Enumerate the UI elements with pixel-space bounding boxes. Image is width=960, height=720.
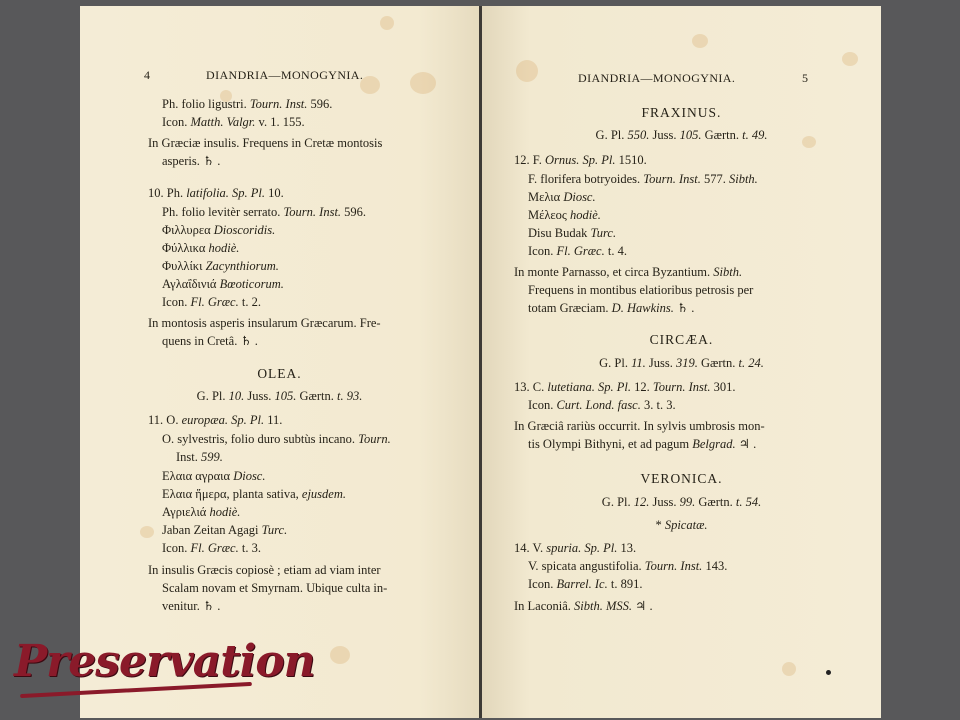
right-page-line xyxy=(528,398,676,412)
text-fragment: Tourn. xyxy=(358,432,391,446)
right-page-line xyxy=(528,577,642,591)
left-page-line xyxy=(162,469,265,483)
text-fragment: Ph. folio levitèr serrato. xyxy=(162,205,284,219)
left-page xyxy=(80,6,479,718)
text-fragment: ejusdem. xyxy=(301,487,346,501)
book-spread xyxy=(80,6,881,718)
watermark-text: Preservation xyxy=(14,636,315,687)
right-page xyxy=(482,6,881,718)
text-fragment: tis Olympi Bithyni, et ad pagum xyxy=(528,437,693,451)
running-head-left: DIANDRIA—MONOGYNIA. xyxy=(206,68,364,82)
right-page-line xyxy=(482,333,881,347)
text-fragment: asperis. ♄ . xyxy=(162,154,221,168)
text-fragment: Sp. Pl. xyxy=(231,413,265,427)
text-fragment: Belgrad. xyxy=(692,437,736,451)
text-fragment: t. 24. xyxy=(735,356,764,370)
right-page-line xyxy=(514,380,735,394)
text-fragment: Scalam novam et Smyrnam. Ubique culta in- xyxy=(162,581,388,595)
text-fragment: In Græciæ insulis. Frequens in Cretæ montosis xyxy=(148,136,383,150)
right-page-line xyxy=(528,437,756,451)
text-fragment: 550. xyxy=(624,128,653,142)
text-fragment: Icon. xyxy=(162,115,191,129)
left-page-line xyxy=(148,186,284,200)
page-number-left: 4 xyxy=(144,68,151,82)
text-fragment: 10. xyxy=(265,186,284,200)
left-page-line xyxy=(148,413,282,427)
text-fragment: Zacynthiorum. xyxy=(205,259,279,273)
left-page-line xyxy=(162,205,366,219)
text-fragment: 11. xyxy=(627,356,649,370)
text-fragment: OLEA. xyxy=(257,366,302,381)
text-fragment: Gærtn. xyxy=(704,128,739,142)
text-fragment: Sp. Pl. xyxy=(584,541,618,555)
text-fragment: Sp. Pl. xyxy=(232,186,266,200)
text-fragment: Icon. xyxy=(528,398,557,412)
right-page-line xyxy=(482,106,881,120)
text-fragment: Juss. xyxy=(652,495,677,509)
text-fragment: Φύλλικα xyxy=(162,241,209,255)
text-fragment: 14. V. xyxy=(514,541,547,555)
left-page-line xyxy=(162,259,279,273)
text-fragment: Μέλεος xyxy=(528,208,570,222)
text-fragment: Ph. folio ligustri. xyxy=(162,97,250,111)
text-fragment: Ornus. xyxy=(544,153,580,167)
right-page-line xyxy=(528,208,601,222)
text-fragment: Φυλλίκι xyxy=(162,259,206,273)
right-page-line xyxy=(528,172,758,186)
text-fragment: Αγριελιά xyxy=(162,505,210,519)
text-fragment: 12. xyxy=(630,495,653,509)
text-fragment: V. spicata angustifolia. xyxy=(528,559,645,573)
text-fragment: FRAXINUS. xyxy=(641,105,722,120)
left-page-line xyxy=(162,581,387,595)
text-fragment: G. Pl. xyxy=(601,495,631,509)
text-fragment: latifolia. xyxy=(186,186,229,200)
text-fragment: ♄ . xyxy=(673,301,695,315)
text-fragment: Juss. xyxy=(247,389,272,403)
left-page-line xyxy=(162,97,332,111)
text-fragment: CIRCÆA. xyxy=(649,332,714,347)
text-fragment: 1510. xyxy=(615,153,647,167)
text-fragment: hodiè. xyxy=(208,241,240,255)
right-page-line xyxy=(528,190,596,204)
text-fragment: 13. C. xyxy=(514,380,548,394)
text-fragment: Gærtn. xyxy=(701,356,736,370)
text-fragment: Ελαια ἥμερα, planta sativa, xyxy=(162,487,302,501)
text-fragment: 12. xyxy=(631,380,653,394)
right-page-line xyxy=(528,283,753,297)
text-fragment: Icon. xyxy=(162,295,191,309)
text-fragment: In insulis Græcis copiosè ; etiam ad viam inter xyxy=(148,563,381,577)
left-page-line xyxy=(148,563,381,577)
left-page-line xyxy=(162,505,240,519)
left-page-line xyxy=(148,316,381,330)
text-fragment: 301. xyxy=(710,380,736,394)
right-page-line xyxy=(482,356,881,370)
text-fragment: Tourn. Inst. xyxy=(643,172,701,186)
scan-speck xyxy=(826,670,831,675)
text-fragment: In Græciâ rariùs occurrit. In sylvis umbrosis mon- xyxy=(514,419,765,433)
text-fragment: Curt. Lond. fasc. xyxy=(556,398,641,412)
text-fragment: t. 49. xyxy=(738,128,768,142)
text-fragment: 10. Ph. xyxy=(148,186,187,200)
text-fragment: Tourn. Inst. xyxy=(652,380,711,394)
text-fragment: Sibth. MSS. xyxy=(574,599,633,613)
text-fragment: t. 891. xyxy=(607,577,643,591)
text-fragment: 99. xyxy=(676,495,699,509)
text-fragment: Tourn. Inst. xyxy=(644,559,703,573)
left-page-line xyxy=(162,432,391,446)
text-fragment: Diosc. xyxy=(563,190,596,204)
text-fragment: Icon. xyxy=(162,541,191,555)
text-fragment: 599. xyxy=(197,450,223,464)
text-fragment: t. 2. xyxy=(238,295,261,309)
left-page-line xyxy=(148,136,382,150)
text-fragment: v. 1. 155. xyxy=(255,115,305,129)
text-fragment: Disu Budak xyxy=(528,226,591,240)
text-fragment: Fl. Græc. xyxy=(190,295,239,309)
text-fragment: quens in Cretâ. ♄ . xyxy=(162,334,258,348)
right-page-line xyxy=(528,244,627,258)
text-fragment: Diosc. xyxy=(233,469,266,483)
text-fragment: Fl. Græc. xyxy=(190,541,239,555)
left-page-line xyxy=(162,295,261,309)
left-page-line xyxy=(80,367,479,381)
right-page-line xyxy=(514,265,742,279)
text-fragment: Ελαια αγραια xyxy=(162,469,234,483)
text-fragment: 11. O. xyxy=(148,413,182,427)
right-page-line xyxy=(514,153,647,167)
text-fragment: Jaban Zeitan Agagi xyxy=(162,523,262,537)
text-fragment: Gærtn. xyxy=(299,389,334,403)
text-fragment: Spicatæ. xyxy=(664,518,708,532)
text-fragment: Sibth. xyxy=(713,265,743,279)
text-fragment: Inst. xyxy=(176,450,198,464)
right-page-line xyxy=(482,518,881,532)
text-fragment: G. Pl. xyxy=(595,128,625,142)
text-fragment: europæa. xyxy=(181,413,228,427)
text-fragment: Turc. xyxy=(261,523,288,537)
right-page-line xyxy=(528,559,727,573)
text-fragment: Juss. xyxy=(648,356,673,370)
text-fragment: Juss. xyxy=(652,128,677,142)
right-page-line xyxy=(514,599,653,613)
text-fragment: Frequens in montibus elatioribus petrosis per xyxy=(528,283,754,297)
text-fragment: Barrel. Ic. xyxy=(556,577,608,591)
right-page-line xyxy=(528,226,616,240)
left-page-line xyxy=(162,487,346,501)
left-page-line xyxy=(162,241,239,255)
text-fragment: 13. xyxy=(617,541,637,555)
text-fragment: In Laconiâ. xyxy=(514,599,575,613)
text-fragment: t. 4. xyxy=(604,244,627,258)
text-fragment: hodiè. xyxy=(570,208,601,222)
preservation-logo xyxy=(12,636,315,700)
left-page-line xyxy=(162,154,220,168)
text-fragment: In montosis asperis insularum Græcarum. Fre- xyxy=(148,316,381,330)
left-page-line xyxy=(162,599,220,613)
text-fragment: * xyxy=(655,518,665,532)
text-fragment: Sp. Pl. xyxy=(582,153,616,167)
left-page-line xyxy=(162,223,275,237)
left-page-line xyxy=(162,115,305,129)
text-fragment: Sibth. xyxy=(728,172,758,186)
text-fragment: 105. xyxy=(271,389,300,403)
text-fragment: Tourn. Inst. xyxy=(249,97,308,111)
right-page-line xyxy=(514,419,765,433)
page-number-right: 5 xyxy=(802,71,809,85)
text-fragment: 12. F. xyxy=(514,153,545,167)
text-fragment: 3. t. 3. xyxy=(640,398,676,412)
left-page-line xyxy=(176,450,223,464)
left-page-line xyxy=(162,541,261,555)
text-fragment: t. 54. xyxy=(732,495,762,509)
text-fragment: t. 93. xyxy=(333,389,363,403)
text-fragment: Dioscoridis. xyxy=(213,223,276,237)
text-fragment: Αγλαΐδινιά xyxy=(162,277,220,291)
text-fragment: VERONICA. xyxy=(640,471,723,486)
left-page-line xyxy=(162,277,284,291)
text-fragment: spuria. xyxy=(546,541,582,555)
left-page-line xyxy=(80,389,479,403)
text-fragment: 143. xyxy=(702,559,728,573)
text-fragment: totam Græciam. xyxy=(528,301,612,315)
right-page-line xyxy=(482,128,881,142)
text-fragment: Fl. Græc. xyxy=(556,244,605,258)
text-fragment: Turc. xyxy=(590,226,617,240)
text-fragment: Icon. xyxy=(528,244,557,258)
text-fragment: ♃ . xyxy=(632,599,653,613)
text-fragment: 319. xyxy=(672,356,701,370)
text-fragment: Bœoticorum. xyxy=(219,277,284,291)
text-fragment: Μελια xyxy=(528,190,564,204)
text-fragment: t. 3. xyxy=(238,541,261,555)
text-fragment: G. Pl. xyxy=(599,356,628,370)
left-page-line xyxy=(162,523,287,537)
text-fragment: Gærtn. xyxy=(698,495,733,509)
left-page-line xyxy=(162,334,258,348)
text-fragment: Icon. xyxy=(528,577,557,591)
text-fragment: 577. xyxy=(700,172,729,186)
running-head-right: DIANDRIA—MONOGYNIA. xyxy=(578,71,736,85)
text-fragment: Φιλλυρεα xyxy=(162,223,214,237)
text-fragment: 596. xyxy=(341,205,367,219)
right-page-line xyxy=(482,495,881,509)
text-fragment: 11. xyxy=(264,413,283,427)
text-fragment: ♃ . xyxy=(735,437,757,451)
text-fragment: Matth. Valgr. xyxy=(190,115,256,129)
text-fragment: hodiè. xyxy=(209,505,241,519)
text-fragment: lutetiana. xyxy=(547,380,595,394)
text-fragment: Tourn. Inst. xyxy=(283,205,342,219)
text-fragment: In monte Parnasso, et circa Byzantium. xyxy=(514,265,714,279)
right-page-line xyxy=(482,472,881,486)
text-fragment: G. Pl. xyxy=(196,389,226,403)
text-fragment: 596. xyxy=(307,97,333,111)
text-fragment: venitur. ♄ . xyxy=(162,599,221,613)
text-fragment: F. florifera botryoides. xyxy=(528,172,644,186)
text-fragment: 10. xyxy=(225,389,248,403)
text-fragment: Sp. Pl. xyxy=(598,380,632,394)
text-fragment: O. sylvestris, folio duro subtùs incano. xyxy=(162,432,359,446)
right-page-line xyxy=(528,301,694,315)
text-fragment: D. Hawkins. xyxy=(611,301,674,315)
text-fragment: 105. xyxy=(676,128,705,142)
right-page-line xyxy=(514,541,636,555)
